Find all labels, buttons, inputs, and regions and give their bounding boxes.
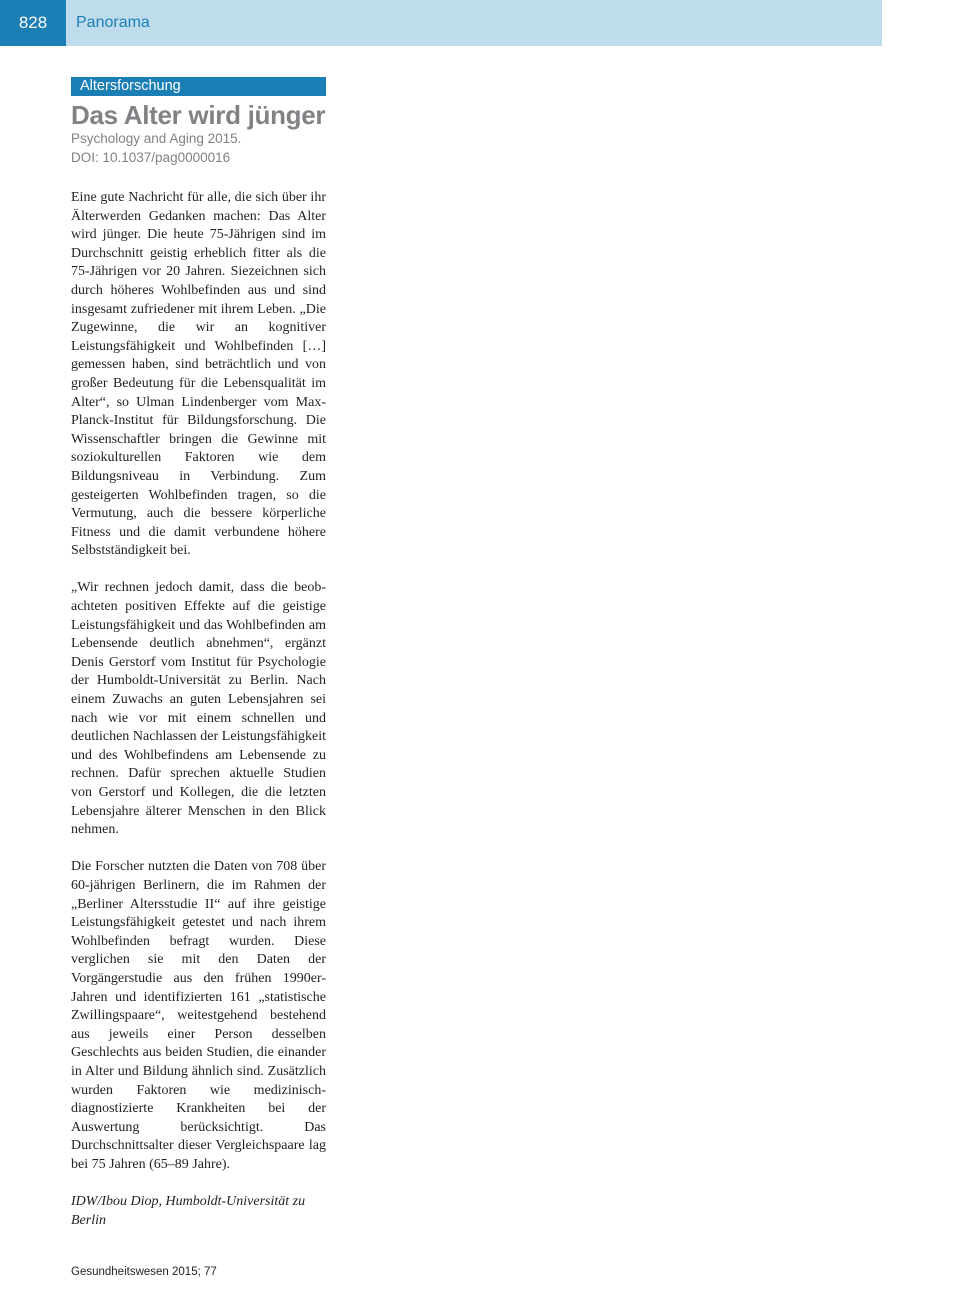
- section-title: Panorama: [76, 14, 150, 31]
- article-paragraph-2: „Wir rechnen jedoch damit, dass die beobachteten positiven Effekte auf die geistige Leistungsfähigkeit und das Wohlbefinden am Lebensende deutlich abnehmen“, ergänzt Denis Gerstorf vom Institut für Psychologie der Humboldt-Universität zu Berlin. Nach einem Zuwachs an guten Lebensjahren sei nach wie vor mit einem schnellen und deutlichen Nachlassen der Leistungsfähigkeit und des Wohlbefindens am Lebensende zu rechnen. Dafür sprechen aktuelle Studien von Gerstorf und Kollegen, die die letzten Lebensjahre älterer Menschen in den Blick nehmen.: [71, 580, 326, 838]
- journal-citation: Gesundheitswesen 2015; 77: [71, 1266, 217, 1278]
- article-category: Altersforschung: [71, 77, 326, 96]
- article-source: [71, 130, 326, 167]
- article-paragraph-3: Die Forscher nutzten die Daten von 708 über 60-jährigen Berlinern, die im Rahmen der „Berliner Altersstudie II“ auf ihre geistige Leistungsfähigkeit getestet und nach ihrem Wohlbefinden befragt wurden. Diese verglichen sie mit den Daten der Vorgängerstudie aus den frühen 1990er-Jahren und identifizierten 161 „statistische Zwillingspaare“, weitestgehend bestehend aus jeweils einer Person desselben Geschlechts aus beiden Studien, die einander in Alter und Bildung ähnlich sind. Zusätzlich wurden Faktoren wie medizinisch-diagnostizierte Krankheiten bei der Auswertung berücksichtigt. Das Durchschnittsalter dieser Vergleichspaare lag bei 75 Jahren (65–89 Jahre).: [71, 859, 326, 1172]
- article-title: Das Alter wird jünger: [71, 100, 326, 130]
- source-doi: DOI: 10.1037/pag0000016: [71, 149, 231, 165]
- article-paragraph-1: Eine gute Nachricht für alle, die sich über ihr Älterwerden Gedanken machen: Das Alter wird jünger. Die heute 75-Jährigen sind im Durchschnitt geistig erheblich fitter als die 75-Jährigen vor 20 Jahren. Siezeichnen sich durch höheres Wohlbefinden aus und sind insgesamt zufriedener mit ihrem Leben. „Die Zugewinne, die wir an kognitiver Leistungsfähigkeit und Wohlbefinden […] gemessen haben, sind beträchtlich und von großer Bedeutung für die Lebensqualität im Alter“, so Ulman Lindenberger vom Max-Planck-Institut für Bildungsforschung. Die Wissenschaftler bringen die Gewinne mit soziokulturellen Faktoren wie dem Bildungsniveau in Verbindung. Zum gesteigerten Wohlbefinden tragen, so die Vermutung, auch die bessere körperliche Fitness und die damit verbundene höhere Selbstständigkeit bei.: [71, 190, 326, 559]
- page-number: 828: [0, 0, 66, 46]
- article-credit: IDW/Ibou Diop, Humboldt-Universität zu Berlin: [71, 1194, 306, 1228]
- source-journal: Psychology and Aging 2015.: [71, 131, 242, 146]
- article: [71, 77, 326, 1230]
